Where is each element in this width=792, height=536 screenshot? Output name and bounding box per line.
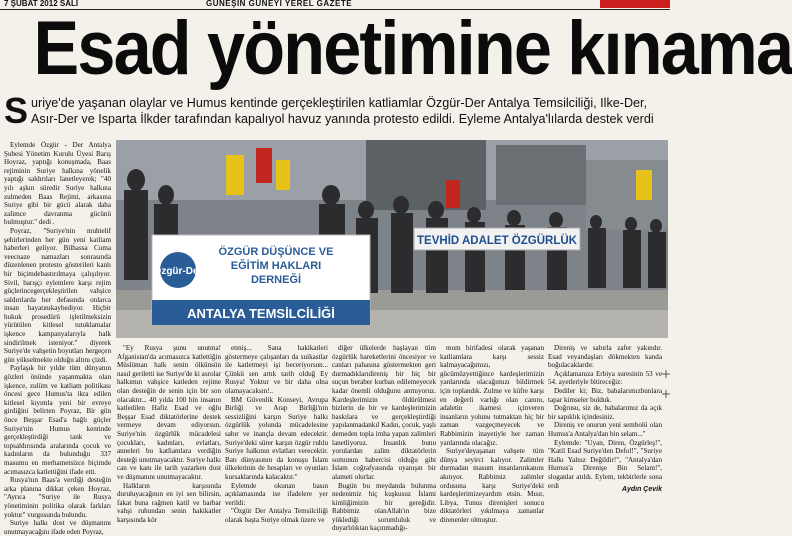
- banner-ozgur-der: [152, 235, 370, 325]
- banner-right-text: TEVHİD ADALET ÖZGÜRLÜK: [417, 235, 577, 247]
- paragraph: Doğrusu, siz de, babalarımız da açık bir sapıklık içindesiniz.: [548, 404, 662, 421]
- article-column-5: [440, 344, 544, 524]
- article-column-2: [117, 344, 221, 524]
- registration-mark-icon: [662, 390, 670, 398]
- paragraph: Paylaşık bir yıldır tüm dünyanın gözleri önünde yaşanmakta olan işkence, zulüm ve katliam politikası öncesi gece Humus'ta ikra edilen kitlesel kıyımla yeni bir evreye girdiğini belirten Poyraz, Bir gün önce Beşşar Esad'a bağlı güçler Suriye'nin Humus kentinde gerçekleştirdiği tank ve topsaldırısında aralarında çocuk ve kadınların da bulunduğu 337 masumu en merhametsizce biçimde acımasızca katlettiğini ifade etti.: [4, 364, 111, 476]
- paragraph: Eylemde Özgür - Der Antalya Şubesi Yönetim Kurulu Üyesi Barış Hoyraz, yaptığı konuşmada, Baas rejiminin Suriye halkına yönelik yaptığı saldırıları lanetleyerek; "40 yılı aşkın süredir Suriye halkına zulmeden Baas Rejimi, arkasına Suriye gibi bir gücü alarak daha zalimce davranma gücünü bulmuştur." dedi .: [4, 141, 111, 227]
- paragraph: "Özgür Der Antalya Temsilciliği olarak başta Suriye olmak üzere ve: [225, 507, 328, 524]
- flag-yellow: [226, 155, 244, 195]
- banner-logo-text: Özgür-Der: [153, 266, 203, 277]
- banner-left-line2: EĞİTİM HAKLARI: [230, 260, 322, 272]
- paragraph: Poyraz, "Suriye'nin muhtelif şehirlerinden her gün yeni katliam haberleri geliyor. Bilhassa Cuma veecnaze namazları sonrasında düzenlenen protesto gösterileri kanlı bir biçimdebastırılmaya çalışılıyor. Sivil, barışçı eylemlere karşı rejim güçlerincegerçekleştirilen vahşice saldırılarda her defasında onlarca insan hayatınıkaybediyor. Hiçbir hukuk prosedürü işletilmeksizin yürütülen kitlesel tutuklamalar işkence kampanyalarıyla halk sindirilmek isteniyor." diyerek Suriye'de vahşetin boyutları hergeçen gün yükselmekte olduğu altını çizdi.: [4, 226, 111, 364]
- paragraph: Açıklamanıza Erbiya suresinin 53 ve 54. ayetleriyle bitireceğiz:: [548, 369, 662, 387]
- banner-tevhid: [414, 228, 580, 250]
- paragraph: Bugün bu meydanda bulunma nedenimiz hiç kuşkusuz İslami kimliğimizin bir gereğidir. Rabbimiz olanAllah'ın bize yüklediği sorumluluk ve duyarlılıktan kaçınmadığı-: [332, 481, 436, 533]
- paragraph: Direniş ve onurun yeni sembolü olan Humus'a Antalya'dan bin selam...": [548, 421, 662, 438]
- article-column-1: [4, 141, 111, 536]
- protest-photo-illustration: [116, 140, 668, 338]
- paragraph: Suriye halkı dost ve düşmanını unutmayacağını ifade eden Poyraz,: [4, 519, 111, 536]
- paragraph: BM Güvenlik Konseyi, Avrupa Birliği ve Arap Birliği'nin sessizliğini karşın Suriye halkı özgürlük yolunda mücadelesine sabır ve inançla devam edecektir. Suriye'deki sürer karşın özgür ruhlu Suriye halkının evlatları verecektir. Batı dünyasının da konuşu İslam ülkelerinin de hesapları ve oyunları kursaklarında kalacaktır.": [225, 395, 328, 481]
- article-column-3: [225, 344, 328, 524]
- registration-mark-icon: [662, 370, 670, 378]
- article-column-4: [332, 344, 436, 533]
- paragraph: Eylemde okunan basın açıklamasında ise ifadelere yer verildi:: [225, 481, 328, 507]
- paragraph: "Ey Rusya şunu unutma! Afganistan'da acımasızca katlettiğin Müslüman halk senin ölkünsün nasıl geriletti ise Suriye'de ki asrolar halkımın vahşice katleden rejime olan desteğin de senin için bir son olacaktır... 40 yılda 100 bin insanın katledilen Hafiz Esad ve oğlu Beşşar Esad diktatörlerine destek vermeye devam ediyorsun. Suriye'nin özgürlük mücadelesi çocukları, kadınları, evlatları, anneleri bu katliamlara verdiğin desteği unutmayacaktır. Suriye halkı can ve kanı ile tarih yazarken dost ve düşmanını unutmayacaktır.: [117, 344, 221, 481]
- byline: Aydın Çevik: [621, 486, 662, 493]
- paragraph: Direniş ve sabırla zafer yakındır. Esad veyandaşları dökmekten kanda boğulacaklardır.: [548, 344, 662, 370]
- banner-left-line3: DERNEĞİ: [250, 274, 302, 286]
- drop-cap: S: [4, 90, 29, 131]
- paragraph: Rusya'nın Baas'a verdiği desteğin arka planına dikkat çeken Hoyraz, "Ayrıca "Suriye ile Rusya yönetiminin politika olarak farkları yoktur" vurgusunda bulundu.: [4, 476, 111, 519]
- issue-date: 7 ŞUBAT 2012 SALI: [4, 0, 79, 8]
- paragraph: Dediler ki; Biz, babalarımızbunlara tapar kimseler bulduk.: [548, 386, 662, 404]
- paragraph: Halkların karşısında duruluyacağının en iyi sen bilirsin, fakat buna rağmen katil ve barbar vahşi ruhundan senin hakikatler karşısında kör: [117, 481, 221, 524]
- protest-photo: [116, 140, 668, 338]
- paragraph: etmiş... Sana hakikatleri göstermeye çalışanları da suikastlar ile katletmeyi işi beceriyorsun... Çünkü sen artık tarih olduğ Ey Rusya! Yoktur ve bir daha olna olamayacaksın!..: [225, 344, 328, 395]
- article-column-6: [548, 344, 662, 496]
- newspaper-name: GÜNEŞİN GÜNEYİ YEREL GAZETE: [206, 0, 353, 8]
- lead-text: uriye'de yaşanan olaylar ve Humus kentinde gerçekleştirilen katliamlar Özgür-Der Antalya Temsilciliği, Ilke-Der, Asır-Der ve Isparta İlkder tarafından kapalıyol havuz yanında protesto edildi. Eyleme Antalya'lılarda destek verdi: [31, 96, 654, 126]
- paragraph: Suriye'deyaşanan vahşete tüm dünya seyirci kalıyor. Zalimler durmadan masum insanlarınkanını akıtıyor. Rabbimiz zalimler ordusuna karşı Suriye'deki kardeşlerimizeyardım etsin. Mısır, Libya, Tunus direnişleri sonucu diktatörleri yıkılmaya zamanlar direnenler olmuştur.: [440, 447, 544, 524]
- paragraph: diğer ülkelerde başlayan tüm özgürlük hareketlerini öncesiyor ve canları pahasına göstermekten geri durmadıklarıdireniş bir hiç bir suçun beraber kurban edilemeyecek kadar önemli olduğunu anmıyoruz. Kardeşlerimizin öldürülmesi bizlerin de bir ve kardeşlerimizin baskılara ve gerçekleştirdiği yapılanmadankıl Kadın, çocuk, yaşlı demeden topla imha yapan zalimleri lanetliyoruz. İnsanlık bunu yorulardan zalim diktatörlerin somunun habercisi olduğu gibi İslam coğrafyasında uyanışın bir alameti olurlar.: [332, 344, 436, 481]
- headline: Esad yönetimine kınama: [33, 6, 792, 91]
- banner-left-bottom: ANTALYA TEMSİLCİLİĞİ: [187, 306, 335, 321]
- paragraph: mum birifadesi olarak yaşanan katliamlara karşı sessiz kalmayacağımızı, gücümüzyettiğince kardeşlerimizin yanlarında olacağımızı bildirmek için toplandık. Zulme ve küfre karşı en değerli varlığı olan canını, adaletin ikamesi içinveren insanların yolunu tutmaktan hiç bir zaman vazgeçmeyecek ve Rabbimizin inayetiyle her zaman yanlarında olacağız.: [440, 344, 544, 447]
- flag-red: [256, 148, 272, 183]
- lead-paragraph: [4, 90, 666, 131]
- banner-left-line1: ÖZGÜR DÜŞÜNCE VE: [218, 246, 334, 258]
- paragraph: Eylemde: "Uyan, Diren, Özgürleş!", "Katil Esad Suriye'den Defol!", "Suriye Halkı Yalnız Değildir!", "Antalya'dan Humus'a Direnişe Bin Selam!", sloganlar atıldı. Eylem, tekbirlerle sona erdi: [548, 438, 662, 490]
